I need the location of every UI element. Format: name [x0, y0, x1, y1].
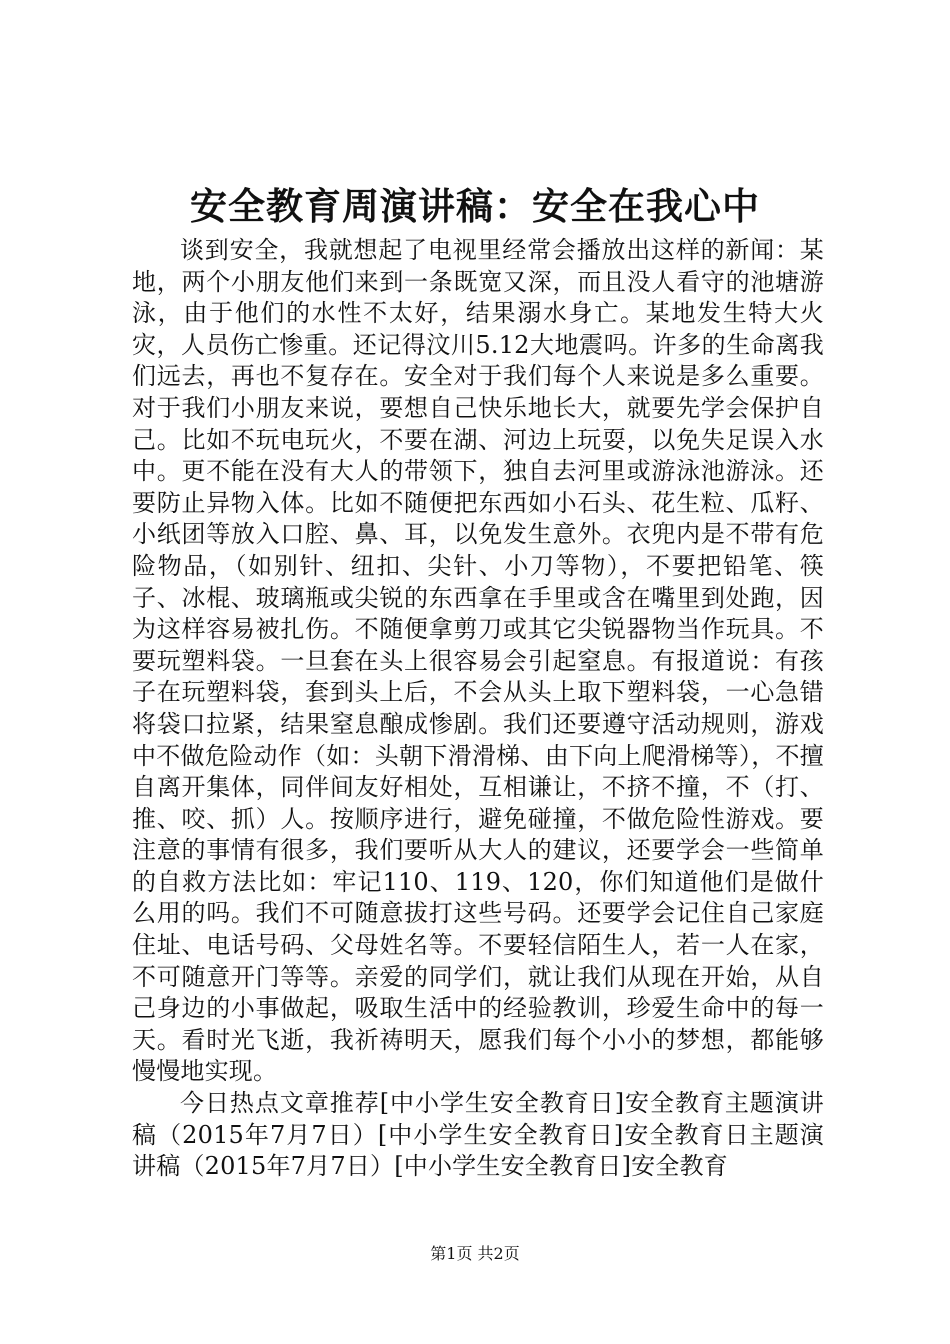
page-number-footer: 第1页 共2页: [430, 1244, 520, 1263]
paragraph-main: 谈到安全，我就想起了电视里经常会播放出这样的新闻：某地，两个小朋友他们来到一条既宽又深，而且没人看守的池塘游泳，由于他们的水性不太好，结果溺水身亡。某地发生特大火灾，人员伤亡惨重。还记得汶川5.12大地震吗。许多的生命离我们远去，再也不复存在。安全对于我们每个人来说是多么重要。对于我们小朋友来说，要想自己快乐地长大，就要先学会保护自己。比如不玩电玩火，不要在湖、河边上玩耍，以免失足误入水中。更不能在没有大人的带领下，独自去河里或游泳池游泳。还要防止异物入体。比如不随便把东西如小石头、花生粒、瓜籽、小纸团等放入口腔、鼻、耳，以免发生意外。衣兜内是不带有危险物品，（如别针、纽扣、尖针、小刀等物），不要把铅笔、筷子、冰棍、玻璃瓶或尖锐的东西拿在手里或含在嘴里到处跑，因为这样容易被扎伤。不随便拿剪刀或其它尖锐器物当作玩具。不要玩塑料袋。一旦套在头上很容易会引起窒息。有报道说：有孩子在玩塑料袋，套到头上后，不会从头上取下塑料袋，一心急错将袋口拉紧，结果窒息酿成惨剧。我们还要遵守活动规则，游戏中不做危险动作（如：头朝下滑滑梯、由下向上爬滑梯等），不擅自离开集体，同伴间友好相处，互相谦让，不挤不撞，不（打、推、咬、抓）人。按顺序进行，避免碰撞，不做危险性游戏。要注意的事情有很多，我们要听从大人的建议，还要学会一些简单的自救方法比如：牢记110、119、120，你们知道他们是做什么用的吗。我们不可随意拔打这些号码。还要学会记住自己家庭住址、电话号码、父母姓名等。不要轻信陌生人，若一人在家，不可随意开门等等。亲爱的同学们，就让我们从现在开始，从自己身边的小事做起，吸取生活中的经验教训，珍爱生命中的每一天。看时光飞逝，我祈祷明天，愿我们每个小小的梦想，都能够慢慢地实现。: [132, 236, 824, 1086]
document-body: [132, 235, 824, 1183]
document-title: 安全教育周演讲稿：安全在我心中: [190, 185, 760, 228]
paragraph-recommendations: 今日热点文章推荐[中小学生安全教育日]安全教育主题演讲稿（2015年7月7日）[中小学生安全教育日]安全教育日主题演讲稿（2015年7月7日）[中小学生安全教育日]安全教育: [132, 1089, 824, 1181]
